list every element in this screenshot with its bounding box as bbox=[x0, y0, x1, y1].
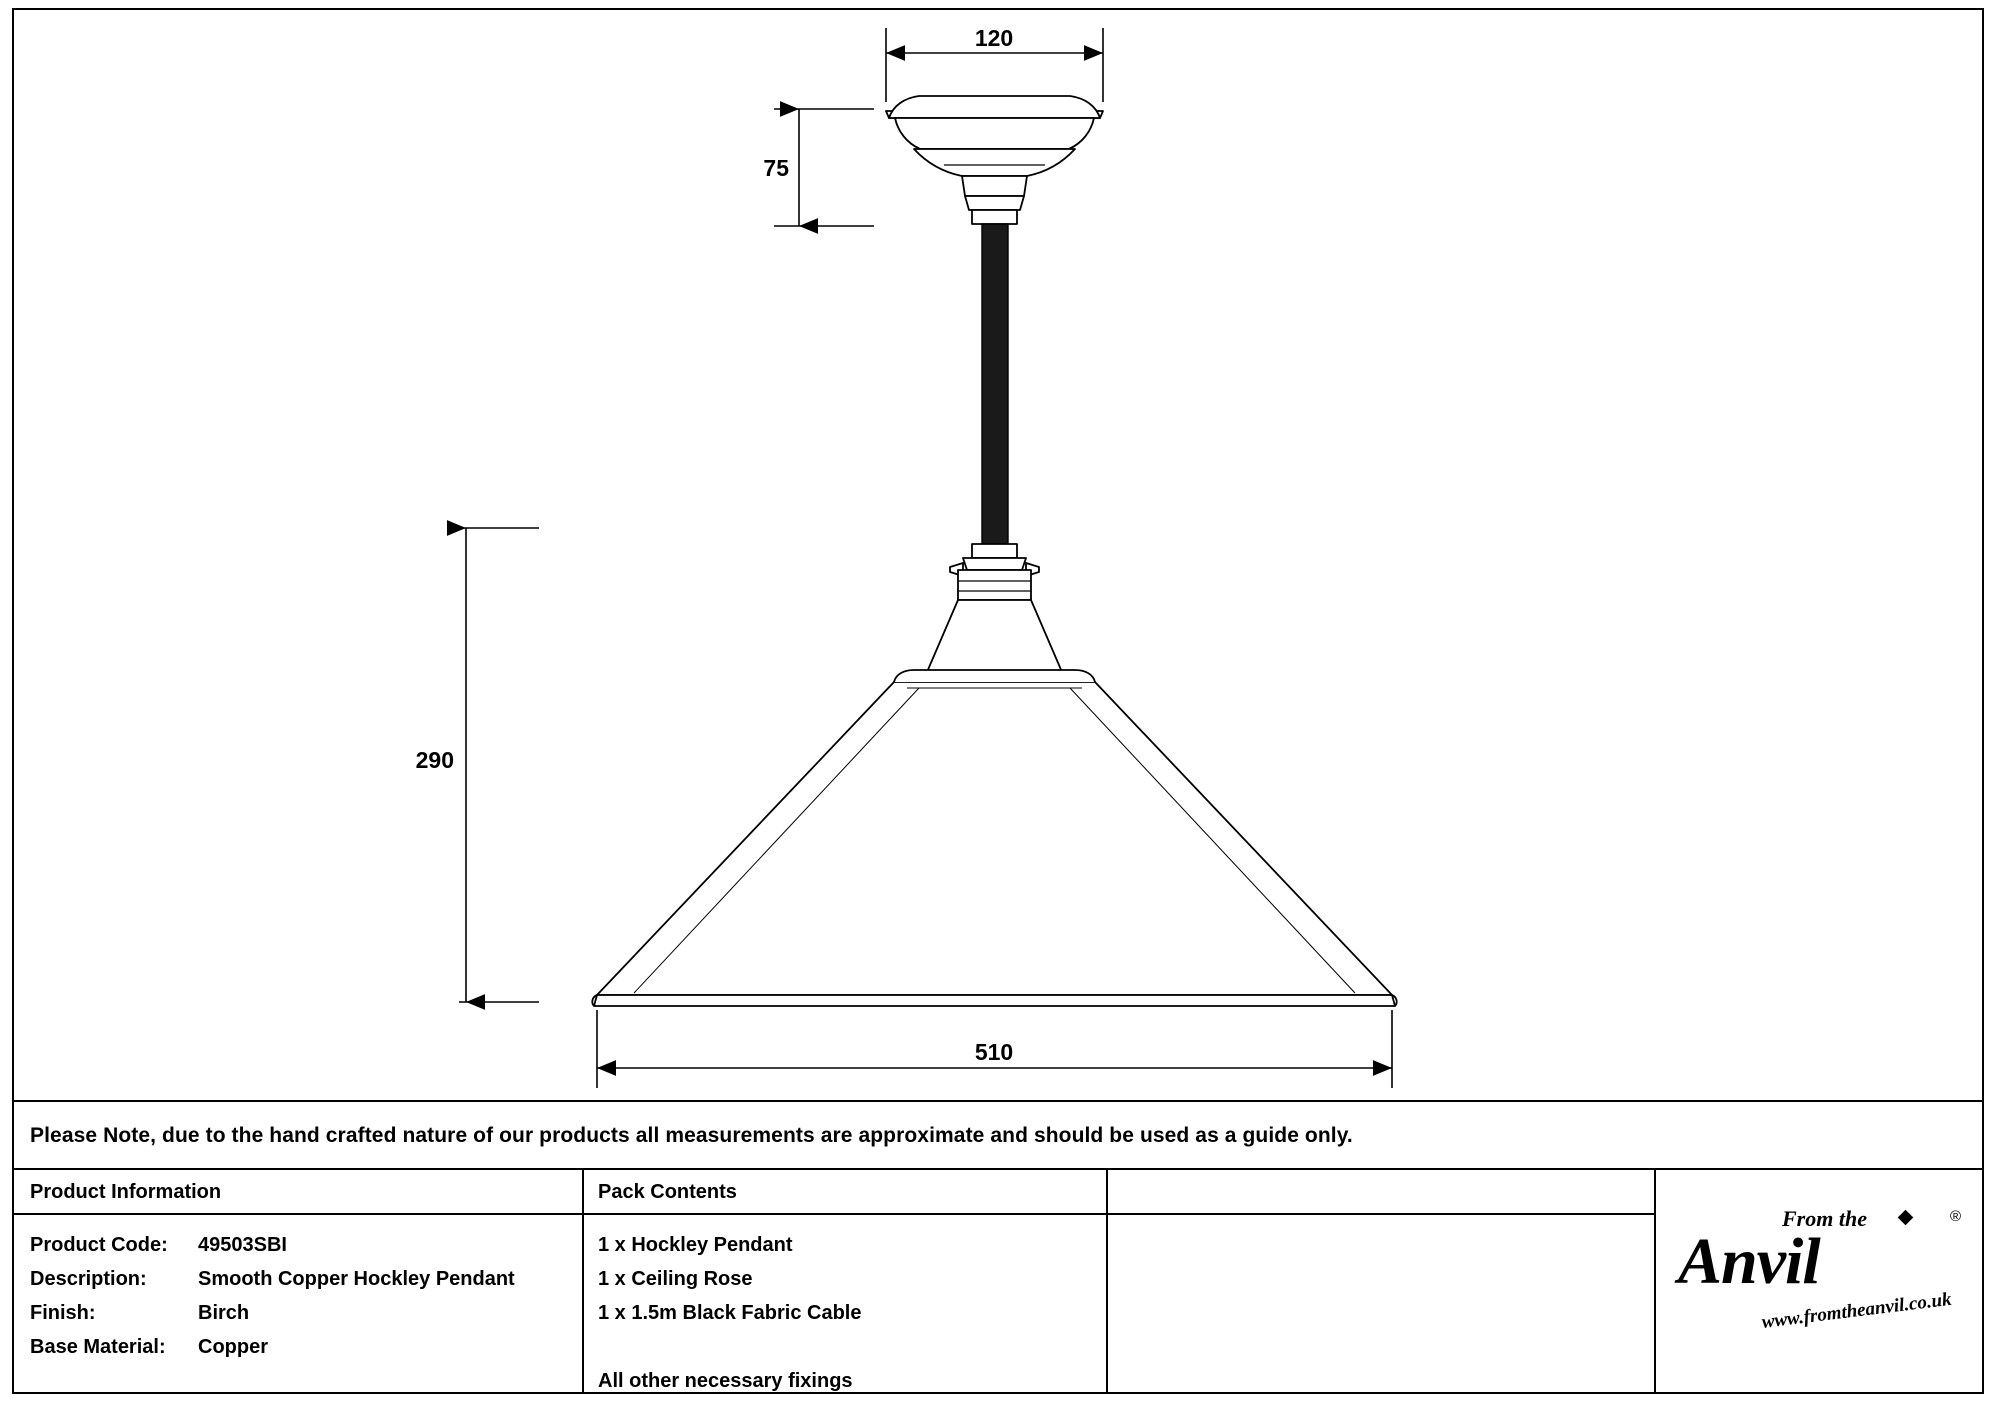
base-material-label: Base Material: bbox=[30, 1336, 166, 1358]
description-value: Smooth Copper Hockley Pendant bbox=[198, 1268, 515, 1290]
pendant-lamp-illustration bbox=[592, 96, 1396, 1006]
dim-510-label: 510 bbox=[974, 1039, 1014, 1065]
dim-75 bbox=[774, 109, 874, 226]
pack-contents-list bbox=[598, 1228, 861, 1398]
dim-290 bbox=[459, 528, 539, 1002]
header-divider bbox=[14, 1213, 1654, 1215]
logo-main-text: Anvil bbox=[1678, 1225, 1820, 1298]
logo-top-text: From the bbox=[1782, 1206, 1867, 1231]
dim-75-label: 75 bbox=[763, 155, 789, 181]
logo-url-text: www.fromtheanvil.co.uk bbox=[1760, 1288, 1953, 1333]
pack-contents-item: 1 x 1.5m Black Fabric Cable bbox=[598, 1302, 862, 1324]
product-code-label: Product Code: bbox=[30, 1234, 168, 1256]
logo-wrap bbox=[1664, 1200, 1974, 1370]
drawing-sheet bbox=[12, 8, 1984, 1394]
row-finish bbox=[30, 1296, 249, 1330]
brand-logo bbox=[1654, 1170, 1982, 1394]
pack-contents-item: 1 x Hockley Pendant bbox=[598, 1234, 793, 1256]
pack-contents-item: 1 x Ceiling Rose bbox=[598, 1268, 753, 1290]
row-description bbox=[30, 1262, 515, 1296]
description-label: Description: bbox=[30, 1268, 147, 1290]
pack-contents-item: All other necessary fixings bbox=[598, 1370, 853, 1392]
row-base-material bbox=[30, 1330, 268, 1364]
column-divider-1 bbox=[582, 1170, 584, 1392]
dim-120-label: 120 bbox=[974, 25, 1014, 51]
row-product-code bbox=[30, 1228, 287, 1262]
pack-contents-header: Pack Contents bbox=[598, 1181, 737, 1203]
finish-value: Birch bbox=[198, 1302, 250, 1324]
pack-contents-item bbox=[598, 1330, 861, 1364]
product-code-value: 49503SBI bbox=[198, 1234, 287, 1256]
measurement-note: Please Note, due to the hand crafted nature of our products all measurements are approximate and should be used as a guide only. bbox=[30, 1124, 1353, 1147]
dim-290-label: 290 bbox=[415, 747, 454, 773]
drawing-area bbox=[14, 10, 1982, 1100]
column-divider-2 bbox=[1106, 1170, 1108, 1392]
product-information-header: Product Information bbox=[30, 1181, 222, 1203]
finish-label: Finish: bbox=[30, 1302, 96, 1324]
diamond-icon bbox=[1898, 1210, 1914, 1226]
registered-icon: ® bbox=[1950, 1208, 1962, 1225]
note-row bbox=[14, 1100, 1982, 1168]
info-table bbox=[14, 1168, 1982, 1392]
base-material-value: Copper bbox=[198, 1336, 268, 1358]
